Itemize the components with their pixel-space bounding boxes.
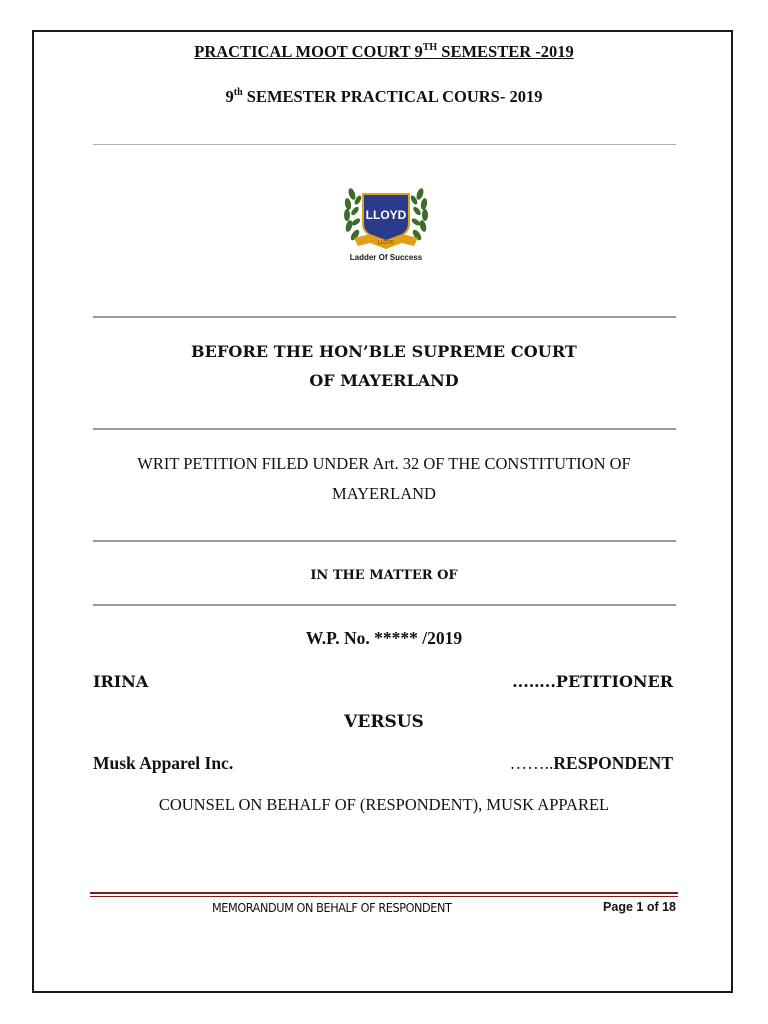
petitioner-label: ...…..PETITIONER bbox=[512, 672, 673, 691]
writ-line-1: WRIT PETITION FILED UNDER Art. 32 OF THE CONSTITUTION OF bbox=[137, 454, 631, 473]
wreath-right-icon bbox=[409, 187, 428, 241]
footer-divider bbox=[90, 892, 678, 894]
petitioner-name: IRINA bbox=[93, 672, 149, 691]
case-number: W.P. No. ***** /2019 bbox=[305, 628, 463, 648]
court-line-2: OF MAYERLAND bbox=[309, 371, 459, 390]
document-subtitle: 9th SEMESTER PRACTICAL COURS- 2019 bbox=[225, 86, 543, 106]
matter-heading: IN THE MATTER OF bbox=[310, 568, 458, 583]
respondent-label bbox=[510, 753, 673, 774]
divider bbox=[93, 144, 676, 145]
respondent-dots: …….. bbox=[509, 753, 554, 773]
court-line-1: BEFORE THE HON’BLE SUPREME COURT bbox=[191, 342, 577, 361]
wreath-left-icon bbox=[344, 187, 363, 241]
svg-text:LLOYD: LLOYD bbox=[377, 240, 395, 246]
counsel-line: COUNSEL ON BEHALF OF (RESPONDENT), MUSK APPAREL bbox=[158, 795, 610, 814]
divider bbox=[93, 428, 676, 430]
svg-text:LLOYD: LLOYD bbox=[365, 208, 407, 222]
lloyd-logo bbox=[340, 180, 432, 264]
document-title: PRACTICAL MOOT COURT 9TH SEMESTER -2019 bbox=[194, 41, 574, 61]
divider bbox=[93, 604, 676, 606]
divider bbox=[93, 540, 676, 542]
writ-line-2: MAYERLAND bbox=[332, 484, 436, 503]
respondent-name: Musk Apparel Inc. bbox=[93, 753, 234, 773]
footer-memo: MEMORANDUM ON BEHALF OF RESPONDENT bbox=[212, 900, 452, 915]
respondent-label-text: RESPONDENT bbox=[553, 753, 673, 773]
divider bbox=[93, 316, 676, 318]
svg-text:Ladder Of Success: Ladder Of Success bbox=[349, 253, 423, 262]
page-border bbox=[32, 30, 733, 993]
footer-divider bbox=[90, 896, 678, 897]
page-number: Page 1 of 18 bbox=[603, 900, 676, 914]
versus-label: VERSUS bbox=[344, 712, 424, 732]
